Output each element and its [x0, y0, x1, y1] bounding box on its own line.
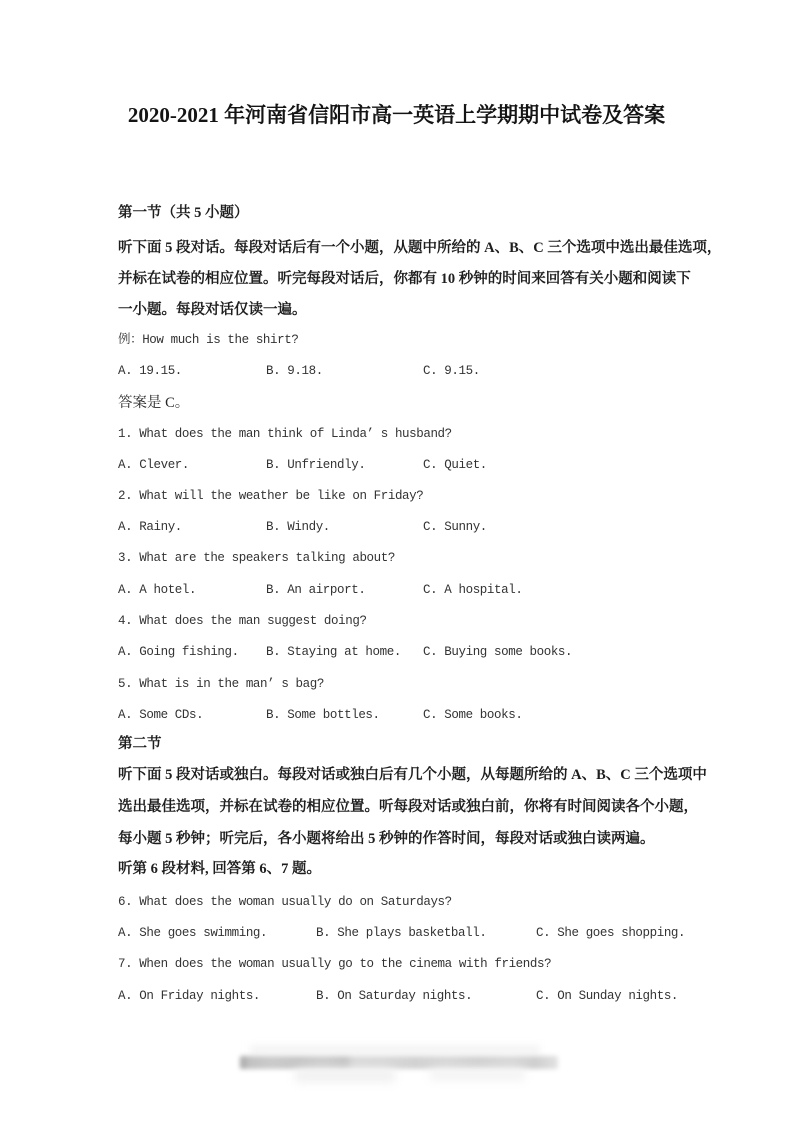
question-5-options [118, 708, 680, 722]
section1-heading: 第一节（共 5 小题） [118, 205, 249, 221]
question-6-options [118, 926, 686, 940]
question-7-option-b: B. On Saturday nights. [316, 989, 473, 1003]
question-5-option-b: B. Some bottles. [266, 708, 380, 722]
question-4-option-c: C. Buying some books. [423, 645, 573, 659]
question-1-option-c: C. Quiet. [423, 458, 487, 472]
question-3-option-a: A. A hotel. [118, 583, 197, 597]
question-4-option-b: B. Staying at home. [266, 645, 401, 659]
example-options [118, 364, 680, 378]
section1-instructions-line1: 听下面 5 段对话。每段对话后有一个小题，从题中所给的 A、B、C 三个选项中选出最佳选项， [118, 240, 722, 256]
question-4-options [118, 645, 680, 659]
question-5-prompt: 5. What is in the man’ s bag? [118, 677, 324, 691]
section2-instructions-line2: 选出最佳选项，并标在试卷的相应位置。听每段对话或独白前，你将有时间阅读各个小题， [118, 799, 698, 815]
question-7-option-a: A. On Friday nights. [118, 989, 261, 1003]
question-5-option-a: A. Some CDs. [118, 708, 204, 722]
question-3-prompt: 3. What are the speakers talking about? [118, 551, 395, 565]
question-1-option-b: B. Unfriendly. [266, 458, 366, 472]
question-1-options [118, 458, 680, 472]
example-option-b: B. 9.18. [266, 364, 323, 378]
section2-heading: 第二节 [118, 736, 162, 752]
question-6-option-c: C. She goes shopping. [536, 926, 686, 940]
question-2-prompt: 2. What will the weather be like on Friday? [118, 489, 424, 503]
question-4-prompt: 4. What does the man suggest doing? [118, 614, 367, 628]
question-3-option-c: C. A hospital. [423, 583, 523, 597]
blurred-watermark-halo [250, 1046, 540, 1054]
page-title: 2020-2021 年河南省信阳市高一英语上学期期中试卷及答案 [127, 103, 666, 127]
section2-instructions-line3: 每小题 5 秒钟；听完后，各小题将给出 5 秒钟的作答时间，每段对话或独白读两遍。 [118, 831, 655, 847]
question-3-option-b: B. An airport. [266, 583, 366, 597]
question-2-options [118, 520, 680, 534]
question-7-option-c: C. On Sunday nights. [536, 989, 679, 1003]
example-option-a: A. 19.15. [118, 364, 182, 378]
material-note: 听第 6 段材料, 回答第 6、7 题。 [118, 861, 321, 877]
question-3-options [118, 583, 680, 597]
blurred-watermark-smudge-right [430, 1069, 525, 1080]
question-6-prompt: 6. What does the woman usually do on Saturdays? [118, 895, 452, 909]
blurred-watermark [240, 1056, 558, 1069]
example-answer-note: 答案是 C。 [118, 395, 190, 411]
blurred-watermark-smudge-left [295, 1069, 395, 1082]
question-1-prompt: 1. What does the man think of Linda’ s husband? [118, 427, 452, 441]
question-2-option-c: C. Sunny. [423, 520, 487, 534]
question-1-option-a: A. Clever. [118, 458, 190, 472]
question-2-option-a: A. Rainy. [118, 520, 182, 534]
section1-instructions-line3: 一小题。每段对话仅读一遍。 [118, 302, 307, 318]
question-2-option-b: B. Windy. [266, 520, 330, 534]
question-7-prompt: 7. When does the woman usually go to the cinema with friends? [118, 957, 552, 971]
section2-instructions-line1: 听下面 5 段对话或独白。每段对话或独白后有几个小题，从每题所给的 A、B、C 三个选项中 [118, 767, 707, 783]
question-7-options [118, 989, 680, 1003]
example-prompt: 例：How much is the shirt? [118, 333, 299, 347]
question-4-option-a: A. Going fishing. [118, 645, 239, 659]
question-5-option-c: C. Some books. [423, 708, 523, 722]
section1-instructions-line2: 并标在试卷的相应位置。听完每段对话后，你都有 10 秒钟的时间来回答有关小题和阅读下 [118, 271, 691, 287]
example-option-c: C. 9.15. [423, 364, 480, 378]
question-6-option-b: B. She plays basketball. [316, 926, 487, 940]
question-6-option-a: A. She goes swimming. [118, 926, 268, 940]
